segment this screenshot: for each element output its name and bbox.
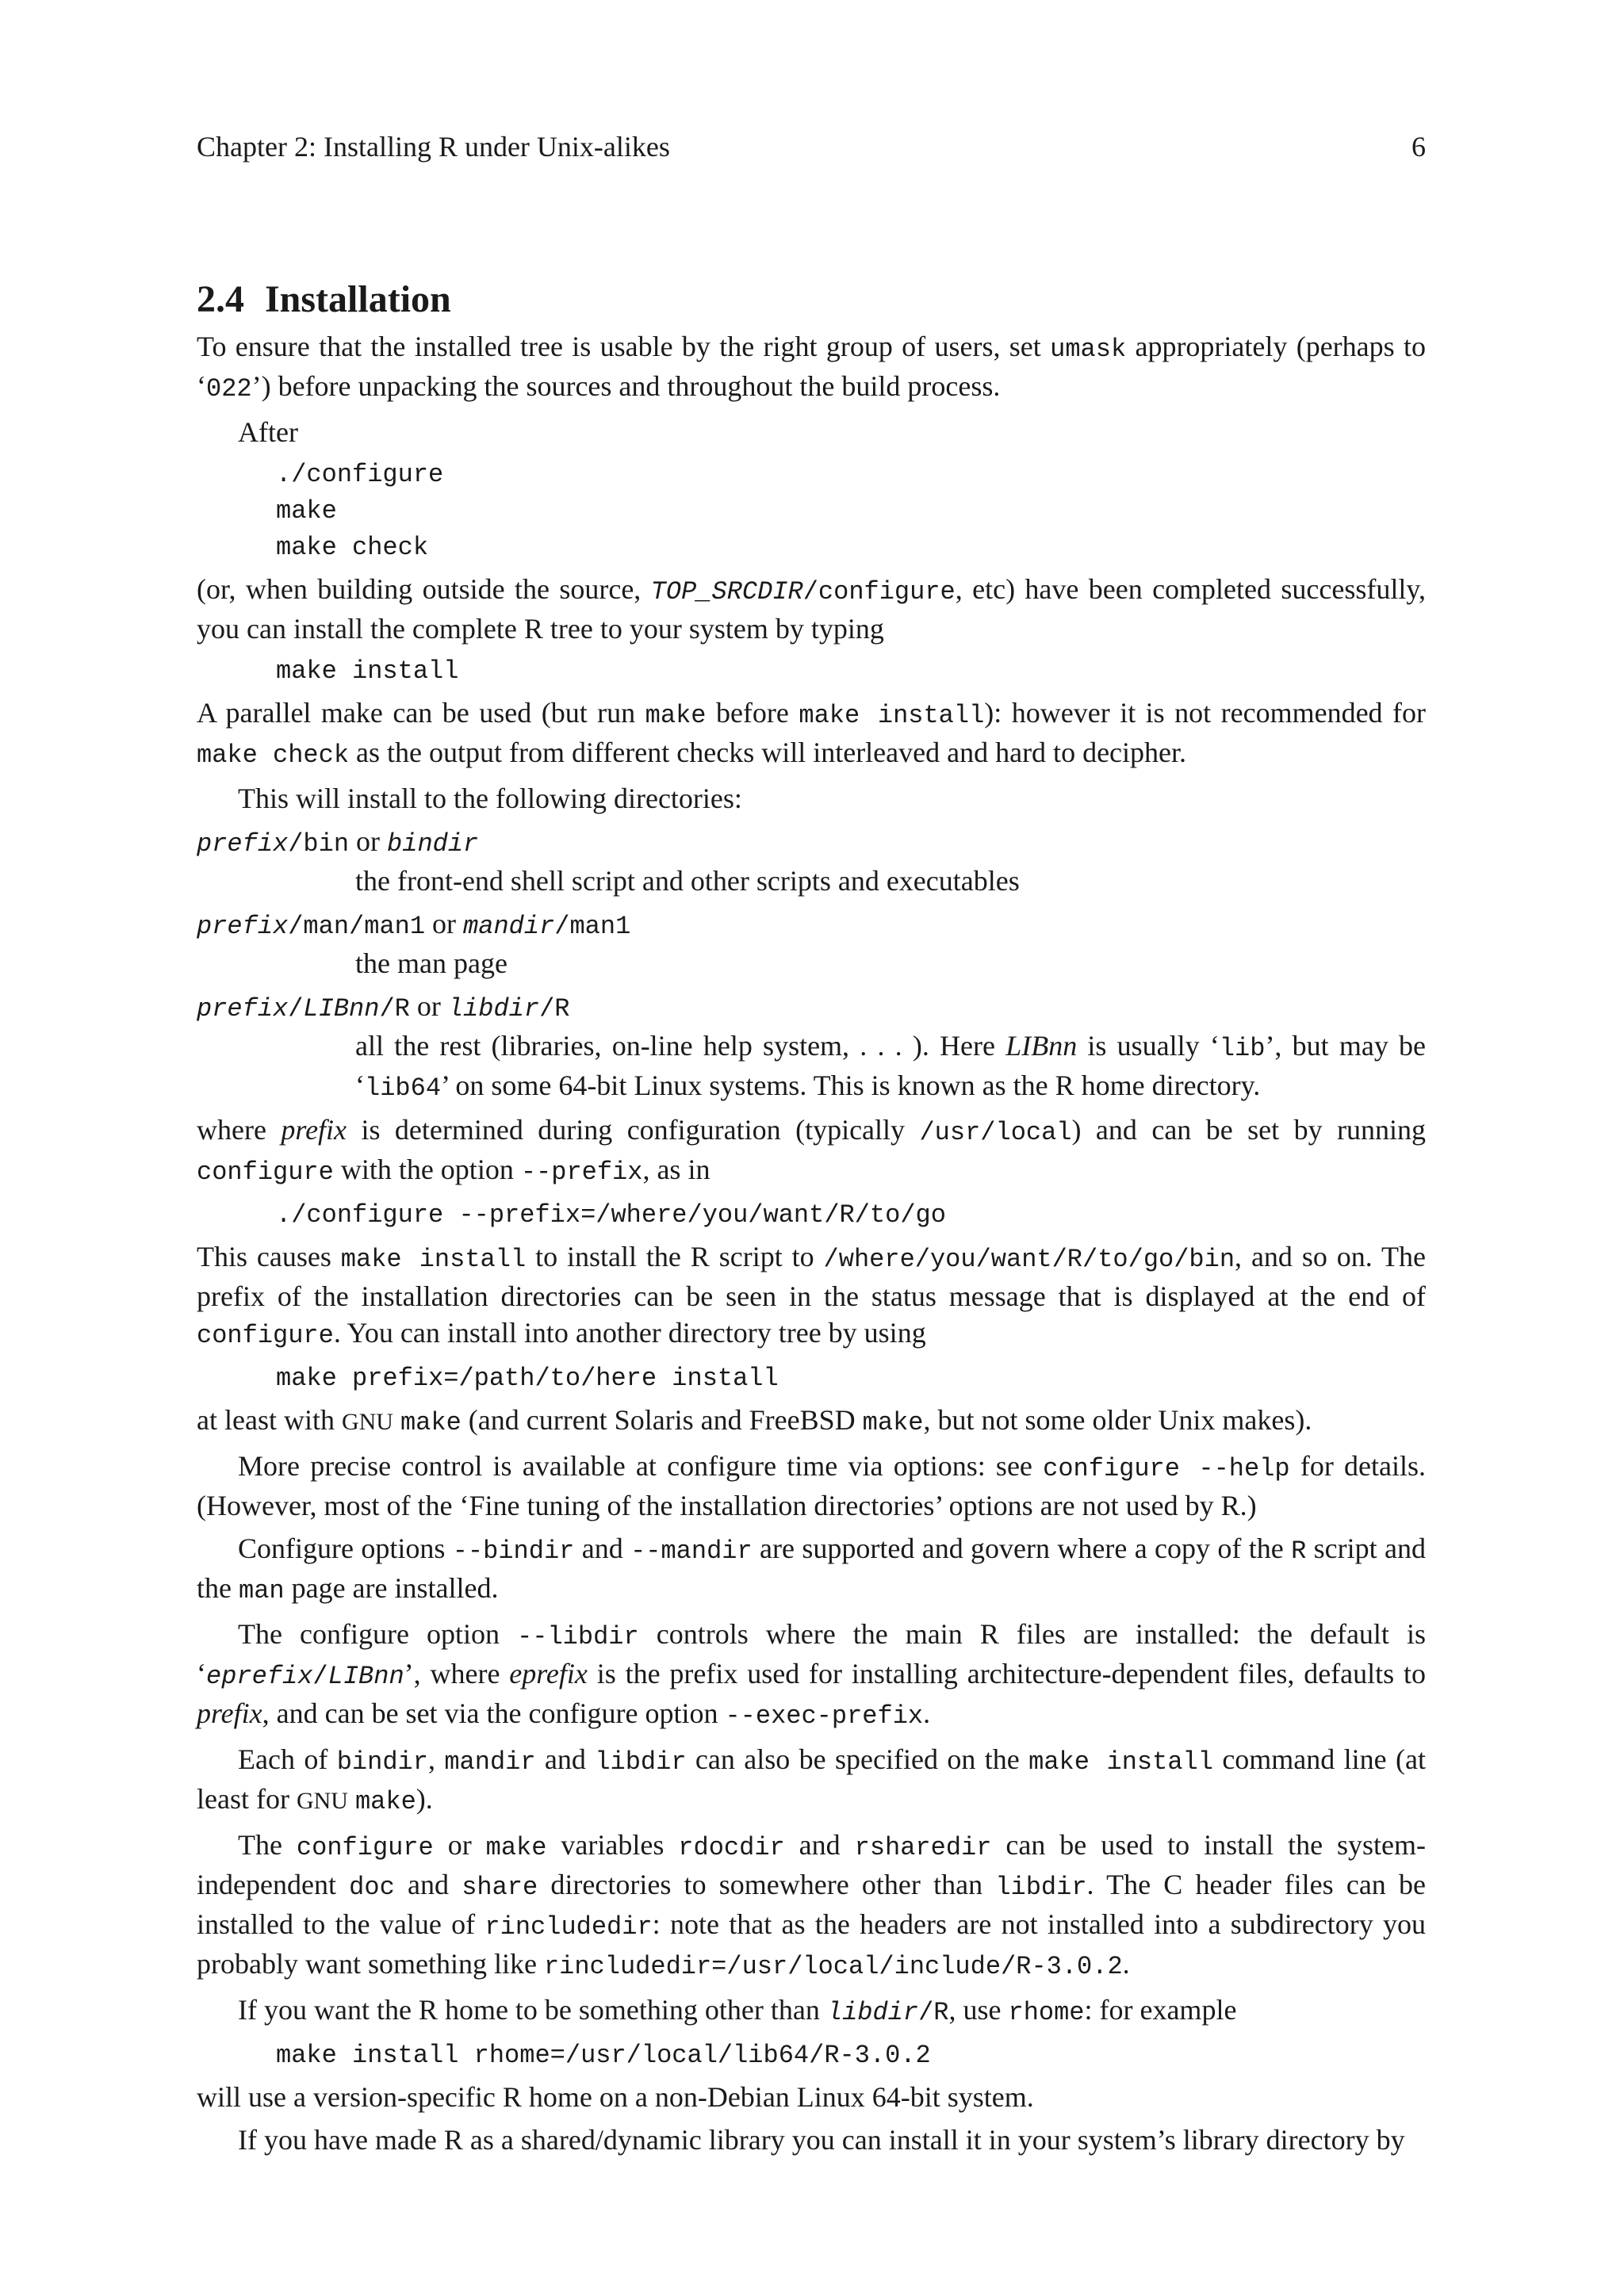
paragraph-rdocdir: [197, 1827, 1426, 1985]
text: with the option: [333, 1154, 521, 1185]
paragraph-each-of: [197, 1741, 1426, 1820]
section-number: 2.4: [197, 278, 244, 320]
directory-desc-man: the man page: [355, 947, 508, 979]
code-var: prefix: [197, 829, 289, 859]
directory-list: [197, 823, 1426, 1107]
code-inline: /man/man1: [288, 912, 426, 941]
text: , etc) have been completed successfully, you can install the complete R tree to your system by typing: [197, 573, 1427, 645]
text: variables: [546, 1829, 679, 1861]
code-inline: make install: [1028, 1747, 1213, 1777]
text: page are installed.: [284, 1572, 499, 1604]
text: . You can install into another directory tree by using: [333, 1317, 926, 1349]
code-inline: lib: [1219, 1034, 1266, 1063]
code-inline: make check: [197, 740, 350, 770]
text: : note that as the headers are not installed into a subdirectory you probably want something like: [197, 1908, 1427, 1980]
code-inline: share: [462, 1873, 538, 1902]
code-inline: /configure: [802, 577, 956, 607]
code-inline: R: [1291, 1536, 1307, 1566]
code-inline: /R: [918, 1998, 949, 2027]
paragraph-bindir-mandir: [197, 1530, 1426, 1609]
text: : for example: [1084, 1994, 1237, 2026]
paragraph-umask: [197, 328, 1426, 408]
code-inline: /man1: [554, 912, 631, 941]
code-var: bindir: [387, 829, 479, 859]
code-block-make-prefix: make prefix=/path/to/here install: [276, 1364, 779, 1393]
directory-term-bin: [197, 823, 1426, 863]
text: ): however it is not recommended for: [984, 697, 1427, 729]
text: and: [535, 1743, 596, 1775]
paragraph-make-install-path: [197, 1238, 1426, 1354]
code-inline: doc: [349, 1873, 395, 1902]
code-inline: 022: [206, 374, 252, 404]
text: and: [394, 1869, 462, 1900]
code-inline: make: [485, 1833, 547, 1862]
code-inline: configure: [197, 1321, 334, 1350]
code-var: libdir: [826, 1998, 919, 2027]
text: as the output from different checks will interleaved and hard to decipher.: [349, 737, 1187, 768]
text: , as in: [642, 1154, 710, 1185]
text: Configure options: [238, 1533, 453, 1564]
code-inline: configure: [296, 1833, 434, 1862]
text: at least with: [197, 1404, 342, 1436]
text: can also be specified on the: [686, 1743, 1029, 1775]
paragraph-shared-library: If you have made R as a shared/dynamic library you can install it in your system’s library directory by: [238, 2124, 1405, 2156]
directory-term-man: [197, 905, 1426, 945]
code-inline: bindir: [336, 1747, 428, 1777]
paragraph-after: After: [238, 416, 298, 448]
text: all the rest (libraries, on-line help system, . . . ). Here: [355, 1030, 1006, 1062]
code-inline: configure --help: [1043, 1454, 1290, 1483]
directory-desc-lib: [355, 1027, 1426, 1107]
section-title: Installation: [265, 278, 451, 320]
code-var: prefix: [197, 912, 289, 941]
text: controls where the main R files are installed: the default is ‘: [197, 1618, 1426, 1689]
paragraph-libdir: [197, 1616, 1426, 1735]
text: .: [1122, 1948, 1130, 1980]
code-var: libdir: [447, 994, 540, 1024]
text: To ensure that the installed tree is usable by the right group of users, set: [197, 331, 1051, 362]
text: .: [923, 1697, 931, 1729]
code-inline: lib64: [365, 1073, 442, 1103]
paragraph-version-specific: will use a version-specific R home on a non-Debian Linux 64-bit system.: [197, 2081, 1034, 2113]
var: prefix: [197, 1697, 262, 1729]
text: , and so on. The prefix of the installation directories can be seen in the status message that is displayed at the end of: [197, 1241, 1426, 1312]
code-inline: make: [862, 1408, 924, 1437]
text: ).: [416, 1783, 433, 1815]
small-caps: GNU: [296, 1788, 348, 1814]
text: script and the: [197, 1533, 1426, 1604]
code-inline: make: [354, 1787, 416, 1816]
text: [348, 1783, 355, 1815]
paragraph-parallel-make: [197, 695, 1426, 774]
chapter-title: Chapter 2: Installing R under Unix-alikes: [197, 131, 670, 163]
text: [393, 1404, 400, 1436]
code-inline: /usr/local: [919, 1118, 1072, 1147]
code-inline: libdir: [595, 1747, 687, 1777]
code-inline: make install: [799, 701, 985, 730]
var: prefix: [281, 1114, 347, 1146]
text: . The C header files can be installed to the value of: [197, 1869, 1426, 1940]
text: and: [784, 1829, 855, 1861]
text: ’, but may be ‘: [355, 1030, 1426, 1101]
text: or: [409, 990, 448, 1022]
paragraph-rhome: [197, 1992, 1426, 2031]
text: to install the R script to: [526, 1241, 824, 1272]
text: This causes: [197, 1241, 341, 1272]
code-inline: man: [238, 1576, 285, 1605]
text: , and can be set via the configure option: [262, 1697, 726, 1729]
code-var: LIBnn: [327, 1662, 404, 1691]
text: and: [574, 1533, 631, 1564]
code-inline: mandir: [444, 1747, 536, 1777]
code-var: eprefix: [206, 1662, 313, 1691]
running-header: [197, 128, 1426, 165]
text: directories to somewhere other than: [538, 1869, 996, 1900]
directory-term-lib: [197, 988, 1426, 1027]
text: More precise control is available at configure time via options: see: [238, 1450, 1044, 1482]
code-inline: /R: [539, 994, 570, 1024]
text: is determined during configuration (typically: [347, 1114, 920, 1146]
code-inline: libdir: [995, 1873, 1087, 1902]
code-inline: rhome: [1008, 1998, 1085, 2027]
text: ’ on some 64-bit Linux systems. This is known as the R home directory.: [441, 1070, 1261, 1101]
code-inline: rsharedir: [854, 1833, 992, 1862]
code-inline: --prefix: [520, 1158, 643, 1187]
text: ,: [427, 1743, 445, 1775]
text: appropriately (perhaps to ‘: [197, 331, 1426, 402]
text: The: [238, 1829, 297, 1861]
text: ) and can be set by running: [1071, 1114, 1426, 1146]
code-inline-var: TOP_SRCDIR: [650, 577, 803, 607]
var: LIBnn: [1005, 1030, 1078, 1062]
text: can be used to install the system-independent: [197, 1829, 1426, 1900]
code-var: mandir: [463, 912, 555, 941]
text: or: [425, 908, 464, 939]
text: is usually ‘: [1077, 1030, 1220, 1062]
code-inline: make install: [340, 1245, 527, 1274]
code-inline: rincludedir=/usr/local/include/R-3.0.2: [543, 1952, 1123, 1981]
code-inline: --mandir: [630, 1536, 753, 1566]
text: for details. (However, most of the ‘Fine tuning of the installation directories’ options are not used by R.): [197, 1450, 1427, 1521]
code-inline: --libdir: [517, 1622, 639, 1651]
directory-desc-bin: the front-end shell script and other scripts and executables: [355, 865, 1020, 897]
section-heading: [197, 277, 1426, 322]
code-inline: --bindir: [452, 1536, 575, 1566]
paragraph-precise-control: [197, 1448, 1426, 1524]
text: A parallel make can be used (but run: [197, 697, 645, 729]
code-inline: /: [312, 1662, 328, 1691]
code-var: prefix: [197, 994, 289, 1024]
page-number: 6: [1411, 131, 1426, 163]
text: ’, where: [404, 1658, 510, 1689]
text: are supported and govern where a copy of the: [752, 1533, 1292, 1564]
text: is the prefix used for installing architecture-dependent files, defaults to: [587, 1658, 1426, 1689]
code-inline: make: [400, 1408, 462, 1437]
page-body: [197, 277, 1426, 2164]
text: , but not some older Unix makes).: [923, 1404, 1312, 1436]
text: where: [197, 1114, 282, 1146]
code-block-rhome: make install rhome=/usr/local/lib64/R-3.0.2: [276, 2041, 931, 2070]
paragraph-prefix: [197, 1112, 1426, 1191]
code-inline: /where/you/want/R/to/go/bin: [823, 1245, 1235, 1274]
code-inline: /R: [379, 994, 410, 1024]
var: eprefix: [509, 1658, 588, 1689]
code-inline: --exec-prefix: [725, 1701, 924, 1731]
code-inline: umask: [1050, 335, 1127, 364]
text: Each of: [238, 1743, 337, 1775]
small-caps: GNU: [341, 1409, 393, 1435]
text: or: [433, 1829, 486, 1861]
code-inline: rincludedir: [485, 1912, 653, 1942]
code-inline: /: [288, 994, 304, 1024]
code-block-configure-prefix: ./configure --prefix=/where/you/want/R/to/go: [276, 1200, 946, 1230]
code-var: LIBnn: [303, 994, 380, 1024]
text: (or, when building outside the source,: [197, 573, 651, 605]
code-inline: /bin: [288, 829, 350, 859]
text: command line (at least for: [197, 1743, 1427, 1815]
text: (and current Solaris and FreeBSD: [461, 1404, 863, 1436]
code-inline: make: [645, 701, 707, 730]
text: , use: [948, 1994, 1009, 2026]
text: The configure option: [238, 1618, 518, 1650]
code-block-configure: ./configure make make check: [276, 460, 444, 562]
paragraph-directories-intro: This will install to the following directories:: [238, 783, 742, 814]
text: before: [706, 697, 799, 729]
code-inline: rdocdir: [678, 1833, 785, 1862]
text: ’) before unpacking the sources and throughout the build process.: [251, 370, 1001, 402]
code-block-make-install: make install: [276, 656, 459, 686]
text: If you want the R home to be something other than: [238, 1994, 827, 2026]
paragraph-build-outside: [197, 571, 1426, 647]
paragraph-gnu-make: [197, 1402, 1426, 1441]
code-inline: configure: [197, 1158, 334, 1187]
text: or: [349, 825, 388, 857]
